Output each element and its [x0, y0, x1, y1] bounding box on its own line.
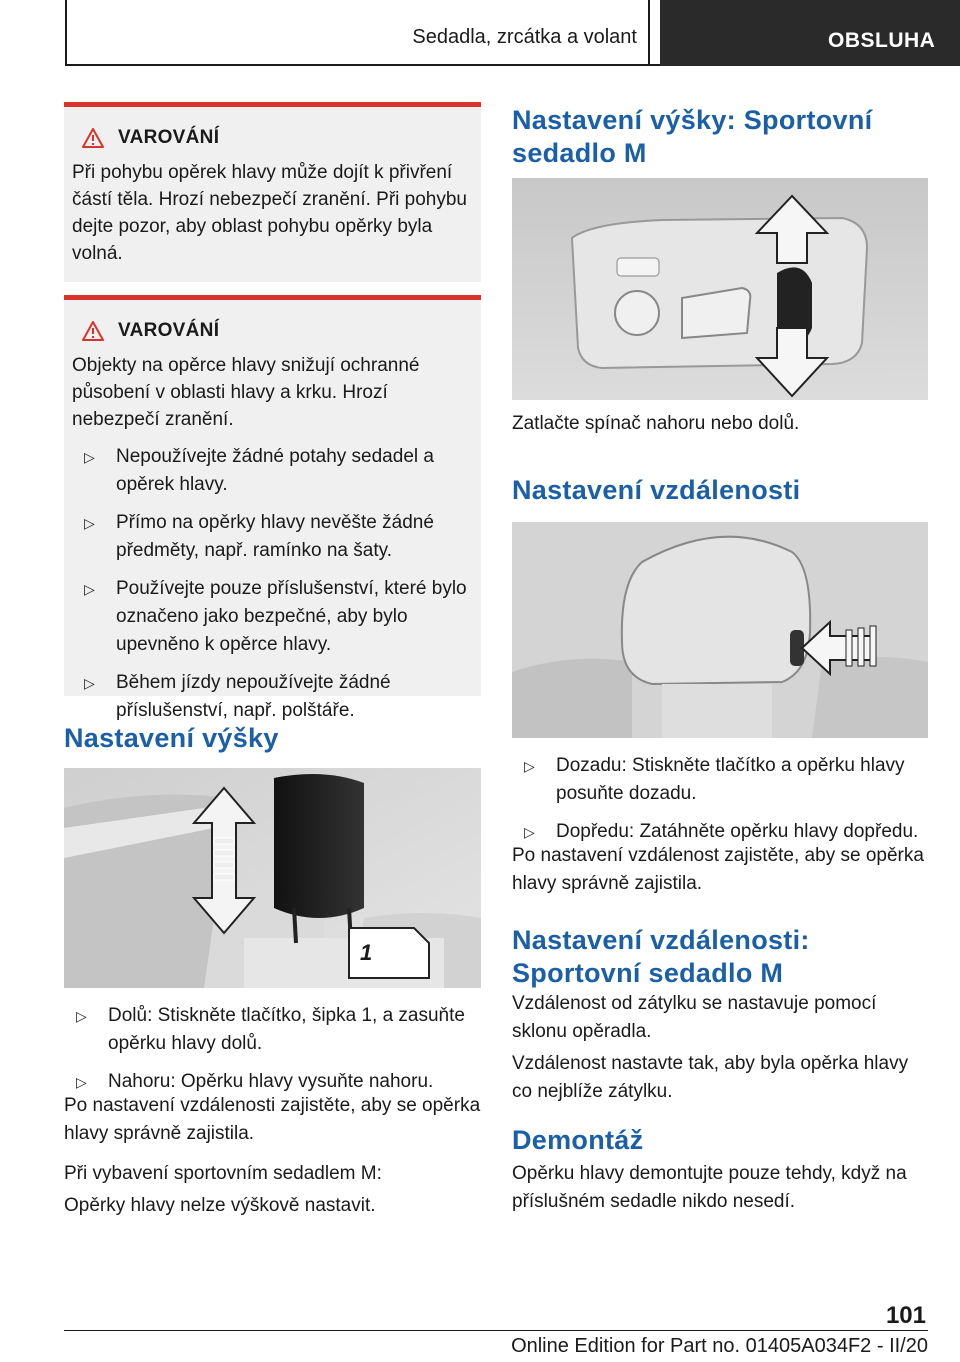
triangle-bullet-icon: ▷ — [524, 824, 535, 840]
removal-paragraph-1: Opěrku hlavy demontujte pouze tehdy, když na příslušném sedadle nikdo nesedí. — [512, 1163, 907, 1212]
header-rule — [65, 64, 660, 66]
warning-text-2: Objekty na opěrce hlavy snižují ochranné působení v oblasti hlavy a krku. Hrozí nebezpečí zranění. — [72, 355, 420, 430]
distance-paragraph-1: Po nastavení vzdálenost zajistěte, aby se opěrka hlavy správně zajistila. — [512, 845, 924, 894]
triangle-bullet-icon: ▷ — [84, 581, 95, 597]
list-item: ▷ Dolů: Stiskněte tlačítko, šipka 1, a zasuňte opěrku hlavy dolů. — [64, 1002, 481, 1058]
warning-title-text-2: VAROVÁNÍ — [118, 320, 220, 341]
heading-height-sport: Nastavení výšky: Sportovní sedadlo M — [512, 105, 873, 168]
heading-height: Nastavení výšky — [64, 723, 279, 753]
headrest-height-image — [64, 768, 481, 988]
distance-sport-paragraph-2: Vzdálenost nastavte tak, aby byla opěrka hlavy co nejblíže zátylku. — [512, 1053, 909, 1102]
height-paragraph-2: Při vybavení sportovním sedadlem M: — [64, 1163, 382, 1184]
section-tab: OBSLUHA — [660, 0, 960, 66]
triangle-bullet-icon: ▷ — [76, 1008, 87, 1024]
list-item: ▷ Používejte pouze příslušenství, které bylo označeno jako bezpečné, aby bylo upevněno k opěrce hlavy. — [72, 575, 473, 659]
heading-distance-sport: Nastavení vzdálenosti: Sportovní sedadlo M — [512, 925, 810, 988]
height-paragraph-3: Opěrky hlavy nelze výškově nastavit. — [64, 1195, 376, 1216]
list-item: ▷ Nepoužívejte žádné potahy sedadel a opěrek hlavy. — [72, 443, 473, 499]
list-item: ▷ Dopředu: Zatáhněte opěrku hlavy dopředu. — [512, 818, 928, 846]
warning-title-text-1: VAROVÁNÍ — [118, 127, 220, 148]
footer-rule — [64, 1330, 928, 1331]
sport-seat-caption: Zatlačte spínač nahoru nebo dolů. — [512, 413, 800, 434]
footer-edition: Online Edition for Part no. 01405A034F2 - II/20 — [511, 1335, 928, 1357]
warning-box-1 — [64, 102, 481, 282]
height-bullets — [64, 1002, 481, 1096]
heading-removal: Demontáž — [512, 1125, 644, 1155]
warning-triangle-icon — [82, 128, 104, 148]
triangle-bullet-icon: ▷ — [524, 758, 535, 774]
triangle-bullet-icon: ▷ — [76, 1074, 87, 1090]
heading-distance: Nastavení vzdálenosti — [512, 475, 801, 505]
height-paragraph-1: Po nastavení vzdálenosti zajistěte, aby se opěrka hlavy správně zajistila. — [64, 1095, 481, 1144]
triangle-bullet-icon: ▷ — [84, 515, 95, 531]
warning-title-2 — [72, 320, 473, 342]
distance-sport-paragraph-1: Vzdálenost od zátylku se nastavuje pomocí sklonu opěradla. — [512, 993, 877, 1042]
warning-text-1: Při pohybu opěrek hlavy může dojít k přivření částí těla. Hrozí nebezpečí zranění. Při pohybu dejte pozor, aby oblast pohybu opěrky byla volná. — [72, 162, 467, 264]
page-number: 101 — [885, 1302, 926, 1329]
list-item: ▷ Přímo na opěrky hlavy nevěšte žádné předměty, např. ramínko na šaty. — [72, 509, 473, 565]
warning-title-1 — [72, 127, 473, 149]
triangle-bullet-icon: ▷ — [84, 675, 95, 691]
list-item: ▷ Nahoru: Opěrku hlavy vysuňte nahoru. — [64, 1068, 481, 1096]
chapter-title: Sedadla, zrcátka a volant — [412, 26, 637, 48]
warning-triangle-icon — [82, 321, 104, 341]
image-callout-label: 1 — [360, 940, 373, 965]
headrest-distance-image — [512, 522, 928, 738]
distance-bullets — [512, 752, 928, 846]
list-item: ▷ Dozadu: Stiskněte tlačítko a opěrku hlavy posuňte dozadu. — [512, 752, 928, 808]
warning-box-2 — [64, 295, 481, 721]
sport-seat-switch-image — [512, 178, 928, 400]
triangle-bullet-icon: ▷ — [84, 449, 95, 465]
list-item: ▷ Během jízdy nepoužívejte žádné příslušenství, např. polštáře. — [72, 669, 473, 725]
header-border-mid — [648, 0, 650, 66]
